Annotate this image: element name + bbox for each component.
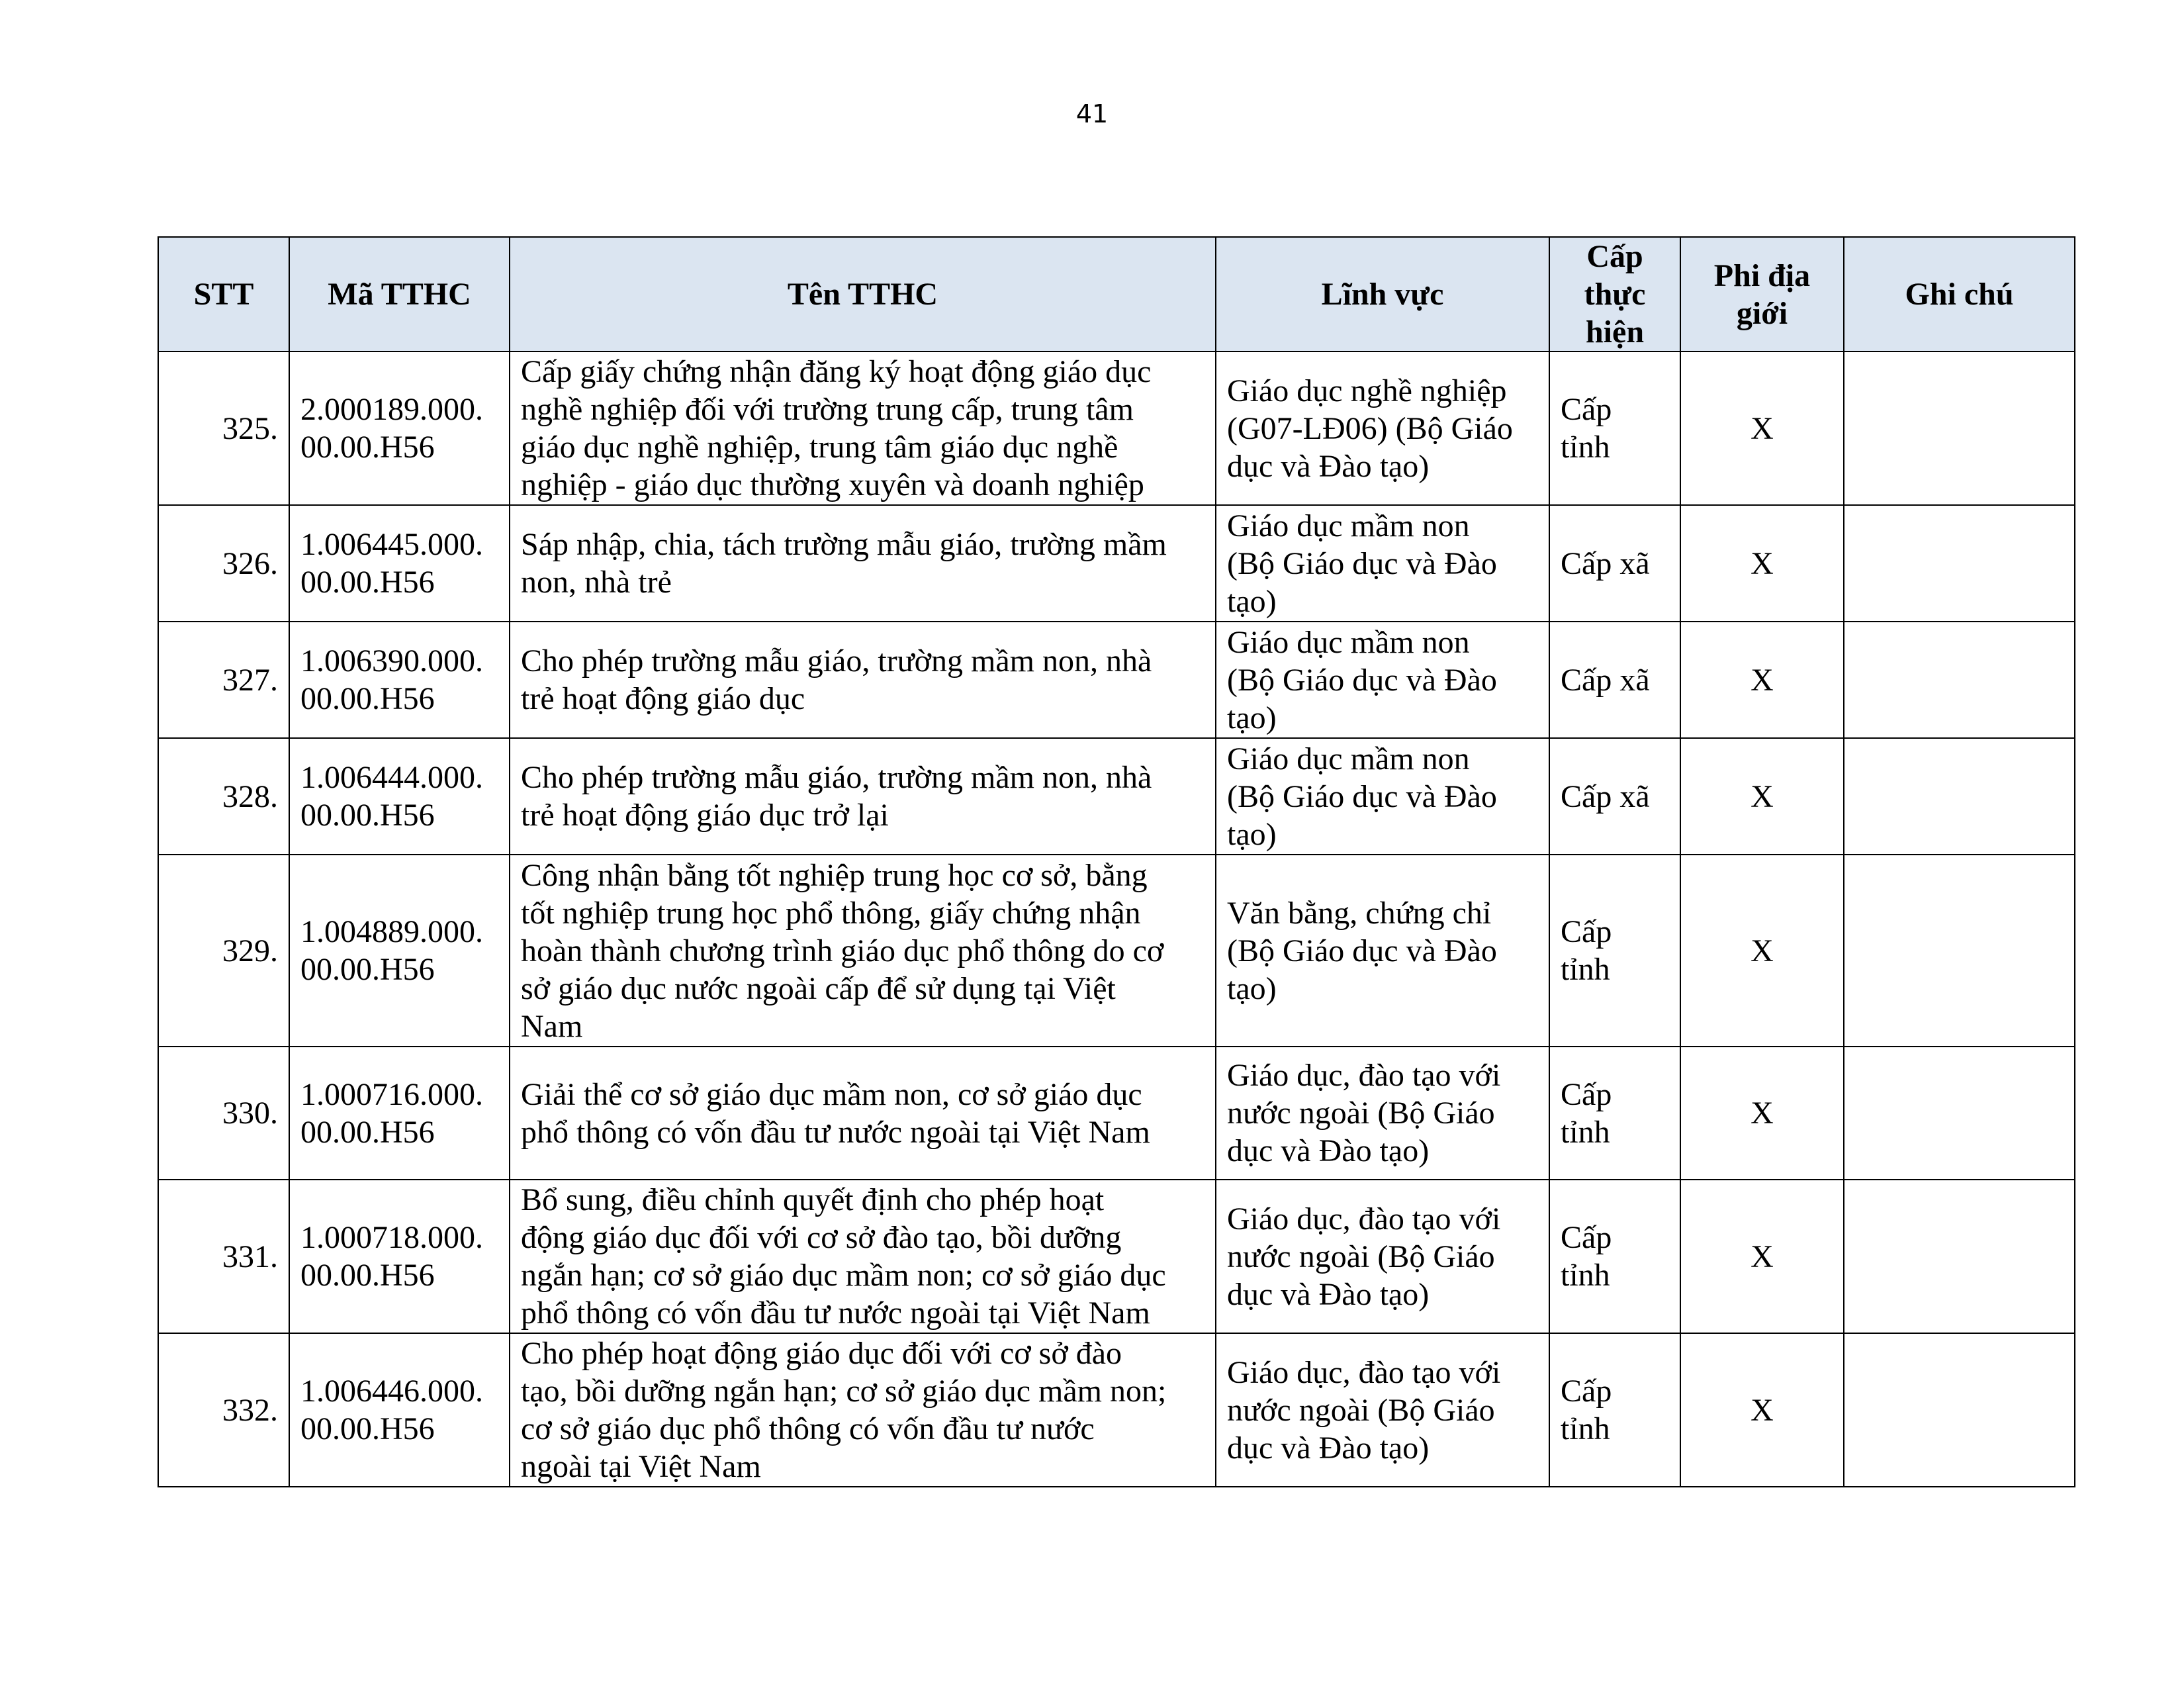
line: nghề nghiệp đối với trường trung cấp, trung tâm [521,392,1134,427]
line: (Bộ Giáo dục và Đào [1227,662,1497,698]
line: tạo) [1227,700,1277,735]
cell-stt: 326. [158,505,289,622]
line: Cấp [1561,1076,1612,1112]
cell-linh-vuc [1216,855,1549,1047]
cell-phi-dia-gioi: X [1680,1333,1844,1487]
line: tỉnh [1561,952,1610,987]
line: (Bộ Giáo dục và Đào [1227,545,1497,581]
line: 00.00.H56 [300,1258,435,1293]
cell-stt: 332. [158,1333,289,1487]
line: nước ngoài (Bộ Giáo [1227,1096,1495,1131]
table-header [158,237,2075,352]
line: tỉnh [1561,430,1610,465]
header-cap-thuc-hien [1549,237,1680,352]
line: Sáp nhập, chia, tách trường mẫu giáo, trường mầm [521,527,1167,562]
line: Nam [521,1008,583,1044]
line: (Bộ Giáo dục và Đào [1227,933,1497,968]
line: 1.000716.000. [300,1076,483,1112]
cell-phi-dia-gioi: X [1680,855,1844,1047]
line: phổ thông có vốn đầu tư nước ngoài tại Việt Nam [521,1295,1150,1331]
cell-ma-tthc [289,1180,510,1333]
line: 1.006444.000. [300,760,483,795]
line: Công nhận bằng tốt nghiệp trung học cơ sở, bằng [521,857,1148,893]
cell-cap-thuc-hien [1549,738,1680,855]
cell-ghi-chu [1844,505,2075,622]
table-row [158,1047,2075,1180]
line: Cấp [1561,392,1612,427]
line: Giải thể cơ sở giáo dục mầm non, cơ sở giáo dục [521,1076,1142,1112]
line: dục và Đào tạo) [1227,1430,1430,1466]
line: 2.000189.000. [300,392,483,427]
line: non, nhà trẻ [521,565,672,600]
line: nước ngoài (Bộ Giáo [1227,1392,1495,1428]
line: cơ sở giáo dục phổ thông có vốn đầu tư nước [521,1411,1095,1446]
cell-ten-tthc [510,505,1216,622]
table-row [158,1180,2075,1333]
line: tạo) [1227,583,1277,619]
header-text: Cấp [1586,239,1643,274]
header-text: thực [1584,277,1646,312]
line: dục và Đào tạo) [1227,1133,1430,1168]
line: (Bộ Giáo dục và Đào [1227,778,1497,814]
page-number: 41 [1075,99,1109,128]
line: Cho phép trường mẫu giáo, trường mầm non, nhà [521,760,1152,795]
cell-linh-vuc [1216,1333,1549,1487]
line: Văn bằng, chứng chỉ [1227,895,1492,931]
line: Giáo dục mầm non [1227,741,1470,776]
line: sở giáo dục nước ngoài cấp để sử dụng tại Việt [521,970,1116,1006]
line: Cấp [1561,1374,1612,1409]
line: động giáo dục đối với cơ sở đào tạo, bồi dưỡng [521,1220,1122,1255]
line: Giáo dục, đào tạo với [1227,1201,1501,1237]
line: Cấp [1561,914,1612,949]
line: phổ thông có vốn đầu tư nước ngoài tại Việt Nam [521,1114,1150,1150]
header-text: Phi địa [1713,258,1811,293]
header-ten-tthc: Tên TTHC [510,237,1216,352]
line: 1.004889.000. [300,914,483,949]
cell-cap-thuc-hien [1549,352,1680,505]
line: Cấp xã [1561,545,1650,581]
table-row [158,1333,2075,1487]
cell-phi-dia-gioi: X [1680,1047,1844,1180]
cell-ghi-chu [1844,1180,2075,1333]
line: ngoài tại Việt Nam [521,1449,761,1484]
table-row [158,622,2075,738]
line: Bổ sung, điều chỉnh quyết định cho phép hoạt [521,1182,1105,1217]
cell-stt: 325. [158,352,289,505]
line: trẻ hoạt động giáo dục trở lại [521,798,889,833]
cell-ghi-chu [1844,352,2075,505]
line: Giáo dục nghề nghiệp [1227,373,1507,408]
line: Cấp giấy chứng nhận đăng ký hoạt động giáo dục [521,354,1152,389]
cell-linh-vuc [1216,622,1549,738]
line: tạo) [1227,970,1277,1006]
line: tỉnh [1561,1411,1610,1446]
cell-ten-tthc [510,1333,1216,1487]
line: tỉnh [1561,1258,1610,1293]
cell-cap-thuc-hien [1549,1333,1680,1487]
line: Cho phép trường mẫu giáo, trường mầm non, nhà [521,643,1152,679]
line: 00.00.H56 [300,1411,435,1446]
cell-ghi-chu [1844,1333,2075,1487]
line: Giáo dục mầm non [1227,508,1470,543]
header-ghi-chu: Ghi chú [1844,237,2075,352]
cell-ten-tthc [510,1047,1216,1180]
cell-ma-tthc [289,352,510,505]
line: tỉnh [1561,1114,1610,1150]
table-row [158,738,2075,855]
line: Cấp [1561,1220,1612,1255]
line: 1.006446.000. [300,1374,483,1409]
cell-ten-tthc [510,855,1216,1047]
procedures-table [158,236,2075,1487]
line: 00.00.H56 [300,952,435,987]
line: 00.00.H56 [300,430,435,465]
line: tạo) [1227,816,1277,852]
cell-cap-thuc-hien [1549,505,1680,622]
cell-stt: 327. [158,622,289,738]
line: tốt nghiệp trung học phổ thông, giấy chứng nhận [521,895,1141,931]
cell-ma-tthc [289,1333,510,1487]
cell-ghi-chu [1844,855,2075,1047]
line: Giáo dục, đào tạo với [1227,1058,1501,1093]
cell-ten-tthc [510,622,1216,738]
cell-phi-dia-gioi: X [1680,1180,1844,1333]
cell-phi-dia-gioi: X [1680,622,1844,738]
line: 1.006390.000. [300,643,483,679]
cell-ghi-chu [1844,738,2075,855]
cell-ten-tthc [510,738,1216,855]
cell-ten-tthc [510,352,1216,505]
cell-phi-dia-gioi: X [1680,738,1844,855]
line: (G07-LĐ06) (Bộ Giáo [1227,410,1513,446]
cell-ghi-chu [1844,622,2075,738]
line: hoàn thành chương trình giáo dục phổ thông do cơ [521,933,1164,968]
header-stt: STT [158,237,289,352]
line: Giáo dục mầm non [1227,624,1470,660]
cell-ma-tthc [289,855,510,1047]
line: nghiệp - giáo dục thường xuyên và doanh nghiệp [521,467,1144,502]
cell-phi-dia-gioi: X [1680,505,1844,622]
cell-stt: 329. [158,855,289,1047]
cell-linh-vuc [1216,1180,1549,1333]
line: 00.00.H56 [300,681,435,716]
cell-stt: 328. [158,738,289,855]
table-row [158,855,2075,1047]
cell-ma-tthc [289,1047,510,1180]
line: tạo, bồi dưỡng ngắn hạn; cơ sở giáo dục mầm non; [521,1374,1167,1409]
cell-linh-vuc [1216,1047,1549,1180]
cell-ma-tthc [289,622,510,738]
line: ngắn hạn; cơ sở giáo dục mầm non; cơ sở giáo dục [521,1258,1166,1293]
header-text: giới [1736,295,1788,331]
cell-ma-tthc [289,505,510,622]
line: Cho phép hoạt động giáo dục đối với cơ sở đào [521,1336,1122,1371]
line: 1.006445.000. [300,527,483,562]
line: nước ngoài (Bộ Giáo [1227,1239,1495,1274]
line: dục và Đào tạo) [1227,1276,1430,1312]
cell-linh-vuc [1216,738,1549,855]
table-row [158,505,2075,622]
cell-stt: 330. [158,1047,289,1180]
header-linh-vuc: Lĩnh vực [1216,237,1549,352]
cell-ma-tthc [289,738,510,855]
cell-cap-thuc-hien [1549,622,1680,738]
header-text: hiện [1585,314,1645,350]
cell-ghi-chu [1844,1047,2075,1180]
header-phi-dia-gioi [1680,237,1844,352]
cell-phi-dia-gioi: X [1680,352,1844,505]
line: trẻ hoạt động giáo dục [521,681,805,716]
line: giáo dục nghề nghiệp, trung tâm giáo dục nghề [521,430,1118,465]
cell-linh-vuc [1216,352,1549,505]
cell-cap-thuc-hien [1549,1047,1680,1180]
line: Giáo dục, đào tạo với [1227,1354,1501,1390]
line: 1.000718.000. [300,1220,483,1255]
table-row [158,352,2075,505]
line: Cấp xã [1561,662,1650,698]
cell-ten-tthc [510,1180,1216,1333]
line: 00.00.H56 [300,565,435,600]
line: 00.00.H56 [300,798,435,833]
line: dục và Đào tạo) [1227,448,1430,484]
line: Cấp xã [1561,778,1650,814]
cell-cap-thuc-hien [1549,855,1680,1047]
line: 00.00.H56 [300,1114,435,1150]
cell-stt: 331. [158,1180,289,1333]
header-ma-tthc: Mã TTHC [289,237,510,352]
cell-cap-thuc-hien [1549,1180,1680,1333]
cell-linh-vuc [1216,505,1549,622]
